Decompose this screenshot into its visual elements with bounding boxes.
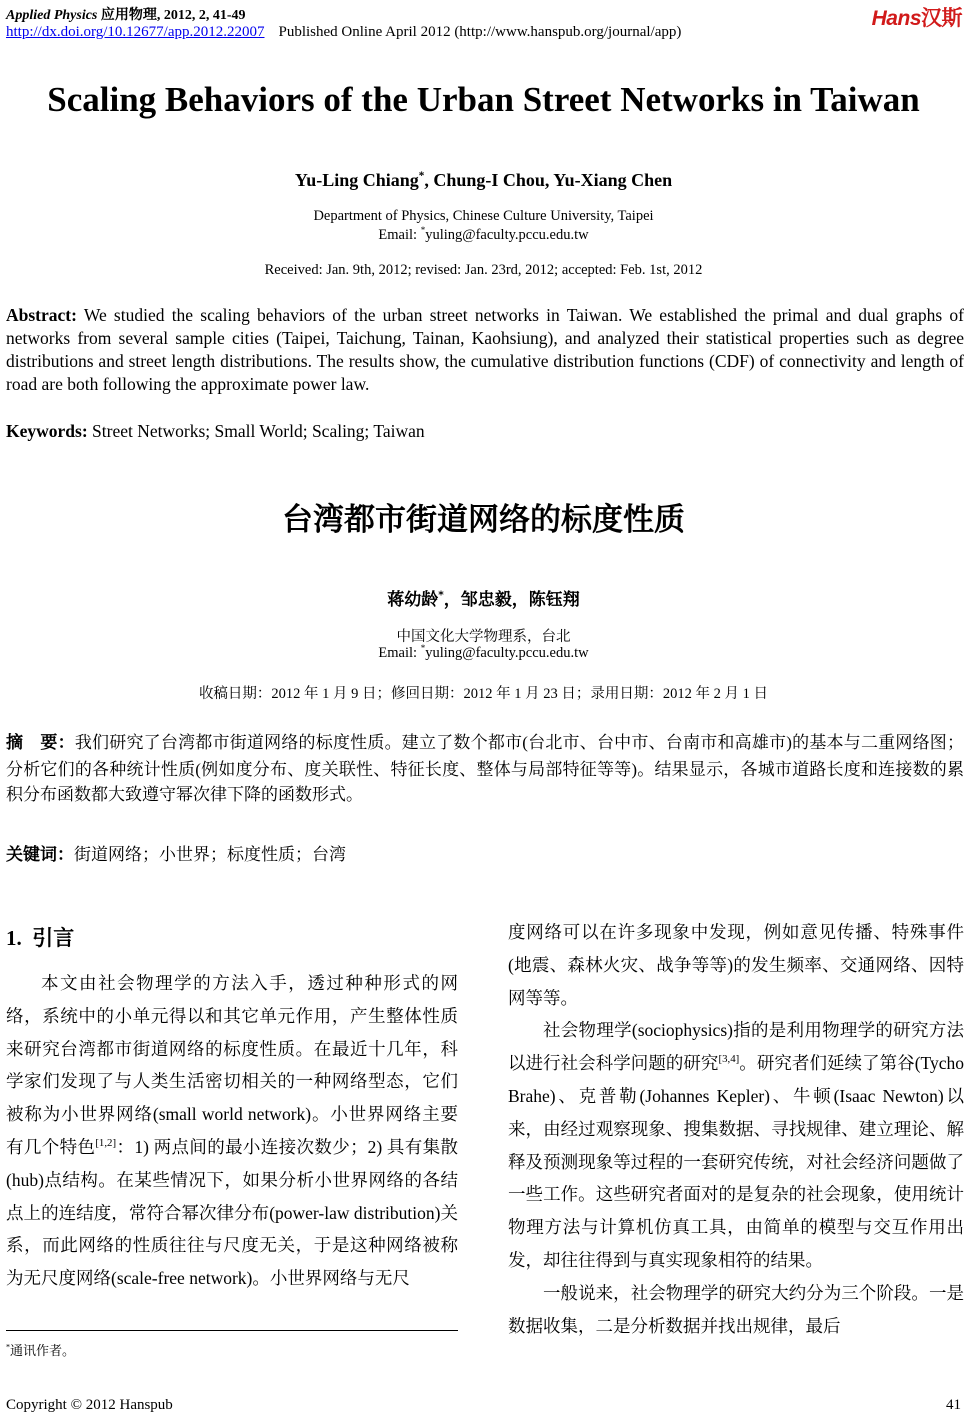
intro-paragraph-3: 一般说来，社会物理学的研究大约分为三个阶段。一是数据收集，二是分析数据并找出规律，最后	[508, 1282, 964, 1336]
journal-name-en: Applied Physics	[6, 8, 98, 23]
paper-title-cn: 台湾都市街道网络的标度性质	[282, 502, 685, 538]
intro-p2-text-a: 社会物理学(sociophysics)指的是利用物理学的研究方法以进行社会科学问题的研究	[508, 1020, 964, 1074]
authors-rest-en: , Chung-I Chou, Yu-Xiang Chen	[424, 170, 673, 190]
logo-text-en: Hans	[871, 7, 921, 30]
journal-issue: , 2012, 2, 41-49	[156, 8, 246, 23]
author-1-cn: 蒋幼龄	[387, 590, 439, 610]
email-mark-cn: *	[420, 643, 426, 654]
email-address-cn: yuling@faculty.pccu.edu.tw	[425, 645, 589, 661]
authors-rest-cn: ，邹忠毅，陈钰翔	[443, 590, 580, 610]
email-address-en: yuling@faculty.pccu.edu.tw	[425, 227, 589, 243]
authors-cn	[0, 585, 967, 610]
keywords-text-cn: 街道网络；小世界；标度性质；台湾	[74, 845, 346, 864]
doi-line	[6, 24, 681, 41]
keywords-label-en: Keywords:	[6, 421, 88, 441]
hans-logo	[872, 2, 962, 32]
abstract-cn	[6, 730, 964, 808]
footnote	[6, 1340, 75, 1359]
citation-1-2: [1,2]	[95, 1137, 117, 1150]
email-en	[0, 227, 967, 244]
footnote-mark: *	[6, 1342, 11, 1352]
journal-name-cn: 应用物理	[100, 8, 157, 23]
abstract-text-en: We studied the scaling behaviors of the urban street networks in Taiwan. We established the primal and dual graphs of networks from several sample cities (Taipei, Taichung, Tainan, Kaohsiung), and analyzed their statistical properties such as degree distributions and street length distributions. The results show, the cumulative distribution functions (CDF) of connectivity and length of road are both following the approximate power law.	[6, 305, 964, 394]
intro-paragraph-2	[508, 1014, 964, 1276]
keywords-cn	[6, 842, 964, 869]
intro-paragraph-1	[6, 967, 458, 1295]
intro-p1-text-a: 本文由社会物理学的方法入手，透过种种形式的网络，系统中的小单元得以和其它单元作用，产生整体性质来研究台湾都市街道网络的标度性质。在最近十几年，科学家们发现了与人类生活密切相关的一种网络型态，它们被称为小世界网络(small world network)。小世界网络主要有几个特色	[6, 973, 458, 1157]
section-title: 引言	[32, 926, 75, 950]
body-column-left	[6, 967, 458, 1295]
keywords-en	[6, 420, 964, 443]
journal-header	[6, 4, 246, 24]
footnote-text: 通讯作者。	[10, 1343, 76, 1358]
keywords-label-cn: 关键词：	[6, 845, 74, 865]
dates-en: Received: Jan. 9th, 2012; revised: Jan. 23rd, 2012; accepted: Feb. 1st, 2012	[264, 262, 703, 278]
published-online: Published Online April 2012 (http://www.hanspub.org/journal/app)	[278, 24, 682, 40]
abstract-label-cn: 摘 要：	[6, 733, 75, 753]
copyright: Copyright © 2012 Hanspub	[6, 1397, 173, 1413]
author-1-en: Yu-Ling Chiang	[294, 170, 419, 190]
abstract-text-cn: 我们研究了台湾都市街道网络的标度性质。建立了数个都市(台北市、台中市、台南市和高雄市)的基本与二重网络图；分析它们的各种统计性质(例如度分布、度关联性、特征长度、整体与局部特征等等)。结果显示，各城市道路长度和连接数的累积分布函数都大致遵守幂次律下降的函数形式。	[6, 733, 965, 804]
abstract-label-en: Abstract:	[6, 305, 77, 325]
section-heading	[6, 922, 74, 952]
section-number: 1.	[6, 926, 22, 950]
email-label-en: Email:	[378, 227, 421, 243]
doi-link[interactable]: http://dx.doi.org/10.12677/app.2012.22007	[6, 24, 265, 40]
corresponding-mark-en: *	[418, 170, 425, 182]
logo-text-cn: 汉斯	[921, 7, 962, 30]
intro-paragraph-1-continued: 度网络可以在许多现象中发现，例如意见传播、特殊事件(地震、森林火灾、战争等等)的发生频率、交通网络、因特网等等。	[508, 922, 964, 1008]
keywords-text-en: Street Networks; Small World; Scaling; Taiwan	[87, 421, 425, 441]
intro-p1-text-b: ：1) 两点间的最小连接次数少；2) 具有集散(hub)点结构。在某些情况下，如果分析小世界网络的各结点上的连结度，常符合幂次律分布(power-law distribution)关系，而此网络的性质往往与尺度无关，于是这种网络被称为无尺度网络(scale-free network)。小世界网络与无尺	[6, 1136, 459, 1289]
email-mark-en: *	[420, 225, 426, 236]
email-label-cn: Email:	[378, 645, 421, 661]
affiliation-en: Department of Physics, Chinese Culture University, Taipei	[313, 208, 654, 224]
affiliation-cn: 中国文化大学物理系，台北	[396, 629, 571, 645]
intro-p2-text-b: 。研究者们延续了第谷(Tycho Brahe)、克普勒(Johannes Kepler)、牛顿(Isaac Newton)以来，由经过观察现象、搜集数据、寻找规律、建立理论、解释及预测现象等过程的一套研究传统，对社会经济问题做了一些工作。这些研究者面对的是复杂的社会现象，使用统计物理方法与计算机仿真工具，由简单的模型与交互作用出发，却往往得到与真实现象相符的结果。	[508, 1053, 965, 1270]
email-cn	[0, 645, 967, 662]
corresponding-mark-cn: *	[438, 589, 444, 602]
abstract-en	[6, 304, 964, 396]
body-column-right	[508, 916, 964, 1342]
dates-cn: 收稿日期：2012 年 1 月 9 日；修回日期：2012 年 1 月 23 日；录用日期：2012 年 2 月 1 日	[198, 686, 769, 702]
authors-en	[0, 170, 967, 191]
citation-3-4: [3,4]	[718, 1053, 740, 1066]
paper-title-en: Scaling Behaviors of the Urban Street Networks in Taiwan	[47, 80, 920, 119]
page-number: 41	[946, 1397, 961, 1413]
footnote-rule	[6, 1330, 458, 1331]
